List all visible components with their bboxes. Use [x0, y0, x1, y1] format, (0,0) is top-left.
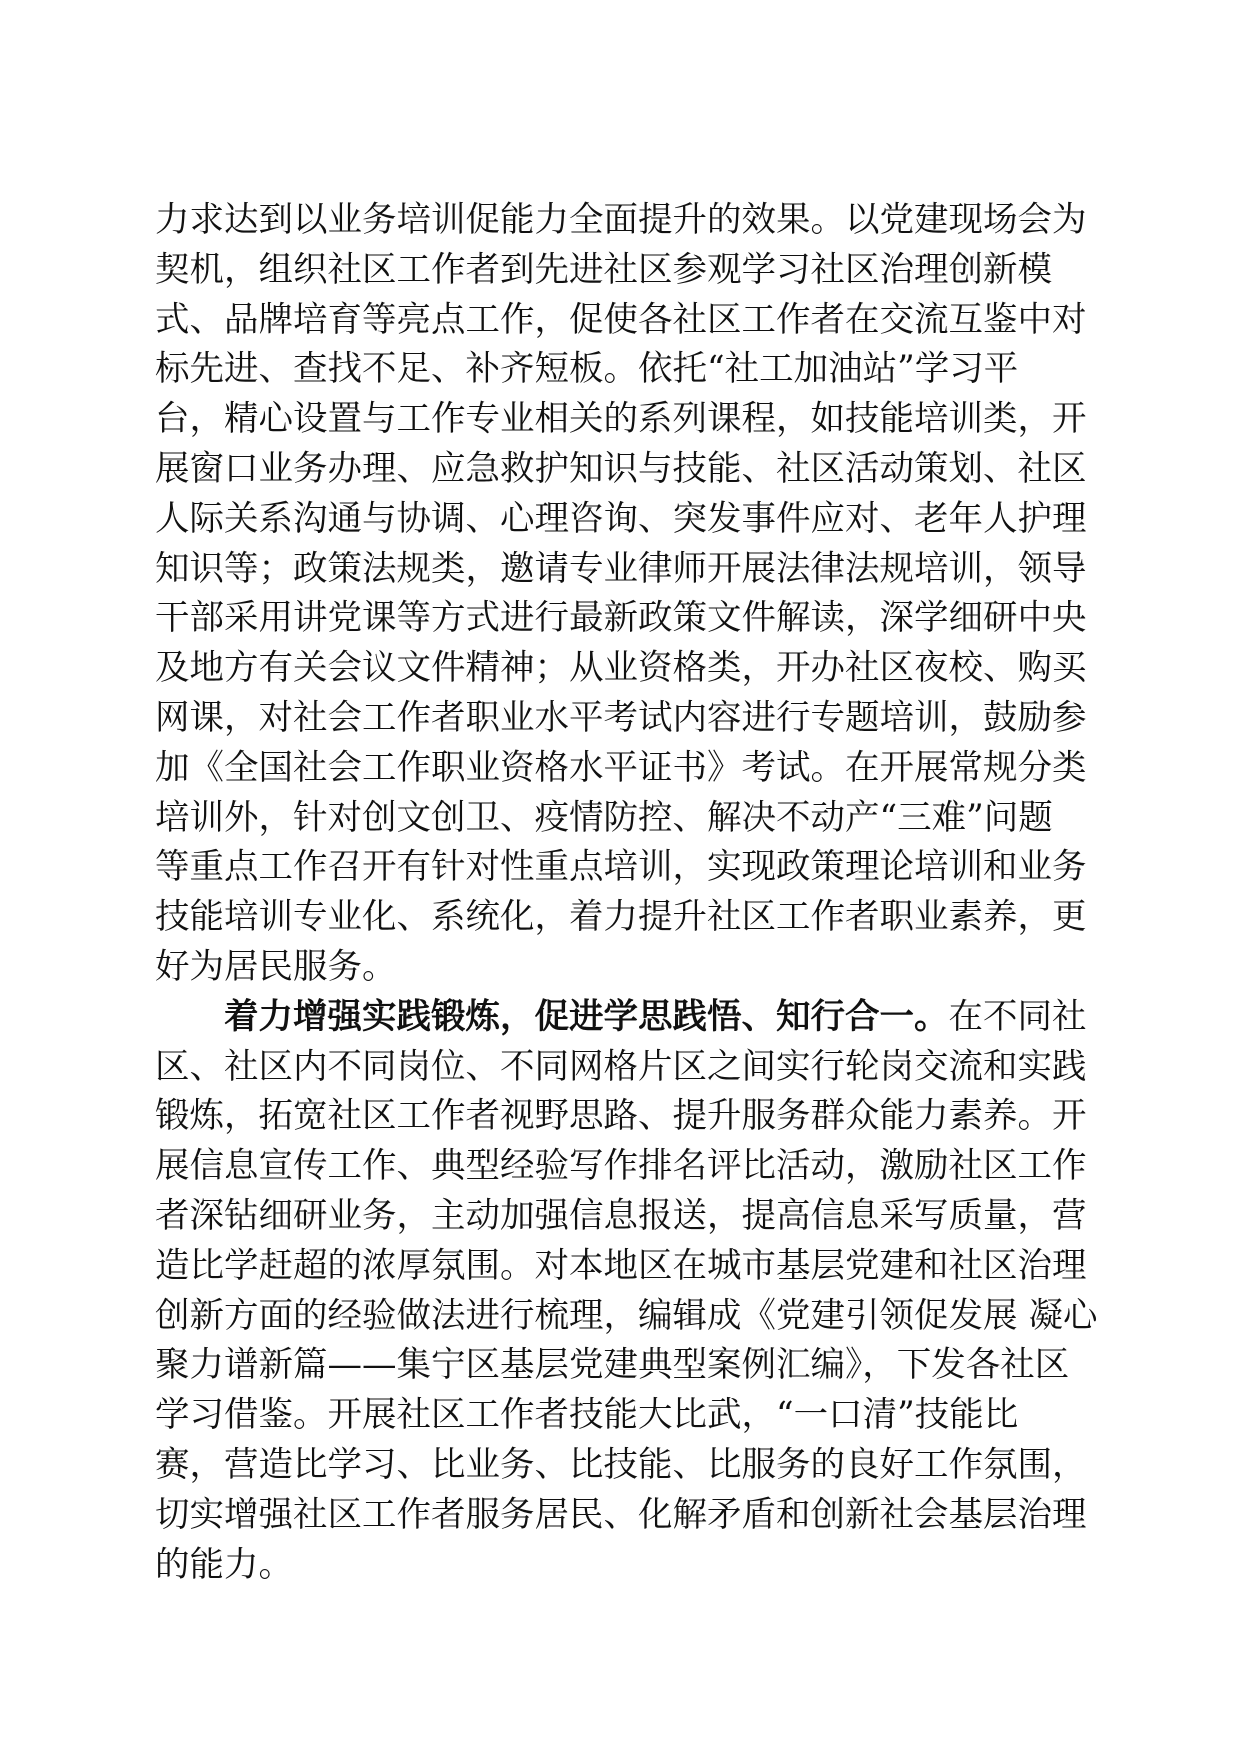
text-line: 及地方有关会议文件精神；从业资格类，开办社区夜校、购买 [155, 648, 1087, 689]
paragraph-1 [155, 196, 1095, 993]
text-line: 好为居民服务。 [155, 946, 397, 987]
text-line: 式、品牌培育等亮点工作，促使各社区工作者在交流互鉴中对 [155, 299, 1087, 340]
paragraph-2-first-line [155, 993, 1095, 1043]
paragraph-heading: 着力增强实践锻炼，促进学思践悟、知行合一。 [224, 996, 949, 1037]
text-span: 在不同社 [948, 996, 1087, 1037]
text-line: 创新方面的经验做法进行梳理，编辑成《党建引领促发展 凝心 [155, 1295, 1098, 1336]
text-line: 标先进、查找不足、补齐短板。依托“社工加油站”学习平 [155, 349, 1019, 390]
text-line: 学习借鉴。开展社区工作者技能大比武，“一口清”技能比 [155, 1395, 1019, 1436]
text-line: 人际关系沟通与协调、心理咨询、突发事件应对、老年人护理 [155, 498, 1087, 539]
text-line: 的能力。 [155, 1544, 293, 1585]
text-line: 技能培训专业化、系统化，着力提升社区工作者职业素养，更 [155, 897, 1087, 938]
text-line: 造比学赶超的浓厚氛围。对本地区在城市基层党建和社区治理 [155, 1245, 1087, 1286]
text-line: 聚力谱新篇——集宁区基层党建典型案例汇编》，下发各社区 [155, 1345, 1070, 1386]
paragraph-2 [155, 993, 1098, 1591]
text-line: 等重点工作召开有针对性重点培训，实现政策理论培训和业务 [155, 847, 1087, 888]
text-line: 区、社区内不同岗位、不同网格片区之间实行轮岗交流和实践 [155, 1046, 1087, 1087]
text-line: 者深钻细研业务，主动加强信息报送，提高信息采写质量，营 [155, 1195, 1087, 1236]
text-line: 加《全国社会工作职业资格水平证书》考试。在开展常规分类 [155, 747, 1087, 788]
text-line: 切实增强社区工作者服务居民、化解矛盾和创新社会基层治理 [155, 1494, 1087, 1535]
text-line: 展信息宣传工作、典型经验写作排名评比活动，激励社区工作 [155, 1146, 1087, 1187]
text-line: 赛，营造比学习、比业务、比技能、比服务的良好工作氛围， [155, 1444, 1087, 1485]
text-line: 培训外，针对创文创卫、疫情防控、解决不动产“三难”问题 [155, 797, 1053, 838]
text-line: 台，精心设置与工作专业相关的系列课程，如技能培训类，开 [155, 399, 1087, 440]
text-line: 网课，对社会工作者职业水平考试内容进行专题培训，鼓励参 [155, 697, 1087, 738]
text-line: 契机，组织社区工作者到先进社区参观学习社区治理创新模 [155, 249, 1052, 290]
text-line: 力求达到以业务培训促能力全面提升的效果。以党建现场会为 [155, 200, 1087, 240]
text-line: 展窗口业务办理、应急救护知识与技能、社区活动策划、社区 [155, 448, 1087, 489]
body-text [155, 196, 1098, 1590]
text-line: 锻炼，拓宽社区工作者视野思路、提升服务群众能力素养。开 [155, 1096, 1087, 1137]
text-line: 知识等；政策法规类，邀请专业律师开展法律法规培训，领导 [155, 548, 1087, 589]
text-line: 干部采用讲党课等方式进行最新政策文件解读，深学细研中央 [155, 598, 1087, 639]
